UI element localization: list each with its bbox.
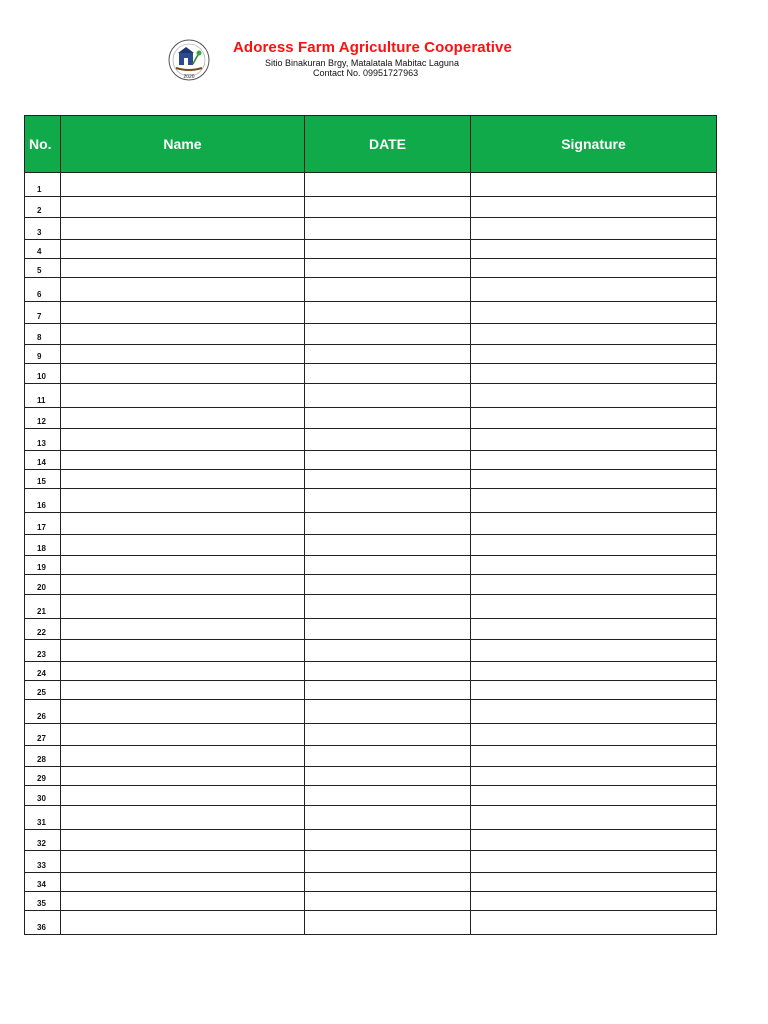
- row-number: 4: [25, 240, 61, 259]
- name-cell[interactable]: [61, 218, 305, 240]
- table-row: [25, 451, 717, 470]
- table-row: [25, 408, 717, 429]
- date-cell[interactable]: [305, 556, 471, 575]
- signature-cell[interactable]: [471, 429, 717, 451]
- signature-cell[interactable]: [471, 681, 717, 700]
- row-number: 32: [25, 830, 61, 851]
- signature-cell[interactable]: [471, 830, 717, 851]
- signature-cell[interactable]: [471, 513, 717, 535]
- date-cell[interactable]: [305, 240, 471, 259]
- signature-cell[interactable]: [471, 662, 717, 681]
- table-row: [25, 873, 717, 892]
- name-cell[interactable]: [61, 364, 305, 384]
- organization-contact: Contact No. 09951727963: [313, 68, 419, 78]
- table-row: [25, 324, 717, 345]
- signature-cell[interactable]: [471, 873, 717, 892]
- date-cell[interactable]: [305, 345, 471, 364]
- document-header: [0, 0, 768, 100]
- date-cell[interactable]: [305, 595, 471, 619]
- row-number: 15: [25, 470, 61, 489]
- row-number: 24: [25, 662, 61, 681]
- signature-cell[interactable]: [471, 470, 717, 489]
- name-cell[interactable]: [61, 197, 305, 218]
- row-number: 13: [25, 429, 61, 451]
- date-cell[interactable]: [305, 302, 471, 324]
- column-header-name: Name: [61, 116, 305, 173]
- row-number: 23: [25, 640, 61, 662]
- row-number: 18: [25, 535, 61, 556]
- signature-cell[interactable]: [471, 767, 717, 786]
- table-row: [25, 681, 717, 700]
- row-number: 34: [25, 873, 61, 892]
- row-number: 30: [25, 786, 61, 806]
- row-number: 6: [25, 278, 61, 302]
- date-cell[interactable]: [305, 619, 471, 640]
- row-number: 8: [25, 324, 61, 345]
- signature-cell[interactable]: [471, 364, 717, 384]
- table-row: [25, 489, 717, 513]
- date-cell[interactable]: [305, 724, 471, 746]
- name-cell[interactable]: [61, 851, 305, 873]
- row-number: 1: [25, 173, 61, 197]
- name-cell[interactable]: [61, 746, 305, 767]
- name-cell[interactable]: [61, 384, 305, 408]
- signature-cell[interactable]: [471, 535, 717, 556]
- date-cell[interactable]: [305, 278, 471, 302]
- row-number: 2: [25, 197, 61, 218]
- name-cell[interactable]: [61, 911, 305, 935]
- row-number: 12: [25, 408, 61, 429]
- name-cell[interactable]: [61, 429, 305, 451]
- signature-cell[interactable]: [471, 786, 717, 806]
- name-cell[interactable]: [61, 892, 305, 911]
- row-number: 10: [25, 364, 61, 384]
- row-number: 27: [25, 724, 61, 746]
- signature-cell[interactable]: [471, 278, 717, 302]
- signature-cell[interactable]: [471, 489, 717, 513]
- name-cell[interactable]: [61, 240, 305, 259]
- name-cell[interactable]: [61, 700, 305, 724]
- row-number: 17: [25, 513, 61, 535]
- date-cell[interactable]: [305, 911, 471, 935]
- cooperative-logo-icon: [164, 38, 214, 82]
- table-row: [25, 470, 717, 489]
- row-number: 25: [25, 681, 61, 700]
- table-row: [25, 892, 717, 911]
- table-row: [25, 575, 717, 595]
- row-number: 33: [25, 851, 61, 873]
- table-header-row: [25, 116, 717, 173]
- table-row: [25, 259, 717, 278]
- date-cell[interactable]: [305, 746, 471, 767]
- table-row: [25, 746, 717, 767]
- signature-cell[interactable]: [471, 556, 717, 575]
- table-row: [25, 786, 717, 806]
- table-row: [25, 724, 717, 746]
- date-cell[interactable]: [305, 851, 471, 873]
- attendance-table: [24, 115, 717, 935]
- date-cell[interactable]: [305, 700, 471, 724]
- organization-address: Sitio Binakuran Brgy, Matalatala Mabitac Laguna: [265, 58, 459, 68]
- date-cell[interactable]: [305, 513, 471, 535]
- signature-cell[interactable]: [471, 640, 717, 662]
- date-cell[interactable]: [305, 451, 471, 470]
- table-row: [25, 278, 717, 302]
- row-number: 29: [25, 767, 61, 786]
- date-cell[interactable]: [305, 429, 471, 451]
- date-cell[interactable]: [305, 873, 471, 892]
- signature-cell[interactable]: [471, 408, 717, 429]
- name-cell[interactable]: [61, 662, 305, 681]
- table-row: [25, 218, 717, 240]
- name-cell[interactable]: [61, 873, 305, 892]
- date-cell[interactable]: [305, 681, 471, 700]
- signature-cell[interactable]: [471, 700, 717, 724]
- signature-cell[interactable]: [471, 595, 717, 619]
- name-cell[interactable]: [61, 535, 305, 556]
- column-header-no: No.: [25, 116, 61, 173]
- name-cell[interactable]: [61, 806, 305, 830]
- signature-cell[interactable]: [471, 851, 717, 873]
- signature-cell[interactable]: [471, 384, 717, 408]
- signature-cell[interactable]: [471, 746, 717, 767]
- date-cell[interactable]: [305, 767, 471, 786]
- row-number: 14: [25, 451, 61, 470]
- signature-cell[interactable]: [471, 218, 717, 240]
- name-cell[interactable]: [61, 556, 305, 575]
- table-row: [25, 806, 717, 830]
- date-cell[interactable]: [305, 364, 471, 384]
- name-cell[interactable]: [61, 451, 305, 470]
- row-number: 20: [25, 575, 61, 595]
- signature-cell[interactable]: [471, 259, 717, 278]
- name-cell[interactable]: [61, 513, 305, 535]
- date-cell[interactable]: [305, 197, 471, 218]
- row-number: 19: [25, 556, 61, 575]
- row-number: 31: [25, 806, 61, 830]
- name-cell[interactable]: [61, 345, 305, 364]
- row-number: 35: [25, 892, 61, 911]
- table-row: [25, 197, 717, 218]
- date-cell[interactable]: [305, 324, 471, 345]
- date-cell[interactable]: [305, 575, 471, 595]
- table-row: [25, 429, 717, 451]
- row-number: 11: [25, 384, 61, 408]
- signature-cell[interactable]: [471, 892, 717, 911]
- date-cell[interactable]: [305, 259, 471, 278]
- date-cell[interactable]: [305, 830, 471, 851]
- row-number: 3: [25, 218, 61, 240]
- row-number: 7: [25, 302, 61, 324]
- table-row: [25, 535, 717, 556]
- row-number: 36: [25, 911, 61, 935]
- name-cell[interactable]: [61, 324, 305, 345]
- row-number: 16: [25, 489, 61, 513]
- signature-cell[interactable]: [471, 302, 717, 324]
- row-number: 28: [25, 746, 61, 767]
- name-cell[interactable]: [61, 575, 305, 595]
- date-cell[interactable]: [305, 786, 471, 806]
- table-row: [25, 662, 717, 681]
- table-row: [25, 556, 717, 575]
- signature-cell[interactable]: [471, 173, 717, 197]
- table-row: [25, 640, 717, 662]
- name-cell[interactable]: [61, 830, 305, 851]
- table-row: [25, 851, 717, 873]
- table-row: [25, 830, 717, 851]
- table-row: [25, 364, 717, 384]
- date-cell[interactable]: [305, 218, 471, 240]
- row-number: 9: [25, 345, 61, 364]
- table-row: [25, 240, 717, 259]
- svg-text:2020: 2020: [183, 74, 195, 80]
- date-cell[interactable]: [305, 892, 471, 911]
- name-cell[interactable]: [61, 408, 305, 429]
- name-cell[interactable]: [61, 489, 305, 513]
- signature-cell[interactable]: [471, 806, 717, 830]
- table-row: [25, 384, 717, 408]
- name-cell[interactable]: [61, 681, 305, 700]
- date-cell[interactable]: [305, 173, 471, 197]
- name-cell[interactable]: [61, 724, 305, 746]
- date-cell[interactable]: [305, 408, 471, 429]
- table-row: [25, 173, 717, 197]
- name-cell[interactable]: [61, 619, 305, 640]
- table-row: [25, 302, 717, 324]
- name-cell[interactable]: [61, 640, 305, 662]
- date-cell[interactable]: [305, 535, 471, 556]
- signature-cell[interactable]: [471, 324, 717, 345]
- date-cell[interactable]: [305, 470, 471, 489]
- column-header-date: DATE: [305, 116, 471, 173]
- name-cell[interactable]: [61, 173, 305, 197]
- column-header-signature: Signature: [471, 116, 717, 173]
- signature-cell[interactable]: [471, 345, 717, 364]
- signature-cell[interactable]: [471, 619, 717, 640]
- name-cell[interactable]: [61, 786, 305, 806]
- table-row: [25, 700, 717, 724]
- name-cell[interactable]: [61, 767, 305, 786]
- table-row: [25, 767, 717, 786]
- signature-cell[interactable]: [471, 724, 717, 746]
- organization-title: Adoress Farm Agriculture Cooperative: [233, 39, 512, 56]
- name-cell[interactable]: [61, 278, 305, 302]
- name-cell[interactable]: [61, 302, 305, 324]
- signature-cell[interactable]: [471, 575, 717, 595]
- row-number: 22: [25, 619, 61, 640]
- row-number: 21: [25, 595, 61, 619]
- row-number: 26: [25, 700, 61, 724]
- date-cell[interactable]: [305, 489, 471, 513]
- name-cell[interactable]: [61, 470, 305, 489]
- table-row: [25, 345, 717, 364]
- signature-cell[interactable]: [471, 197, 717, 218]
- table-row: [25, 513, 717, 535]
- date-cell[interactable]: [305, 806, 471, 830]
- signature-cell[interactable]: [471, 911, 717, 935]
- date-cell[interactable]: [305, 384, 471, 408]
- date-cell[interactable]: [305, 640, 471, 662]
- table-row: [25, 911, 717, 935]
- name-cell[interactable]: [61, 595, 305, 619]
- row-number: 5: [25, 259, 61, 278]
- name-cell[interactable]: [61, 259, 305, 278]
- table-row: [25, 619, 717, 640]
- table-row: [25, 595, 717, 619]
- signature-cell[interactable]: [471, 451, 717, 470]
- date-cell[interactable]: [305, 662, 471, 681]
- signature-cell[interactable]: [471, 240, 717, 259]
